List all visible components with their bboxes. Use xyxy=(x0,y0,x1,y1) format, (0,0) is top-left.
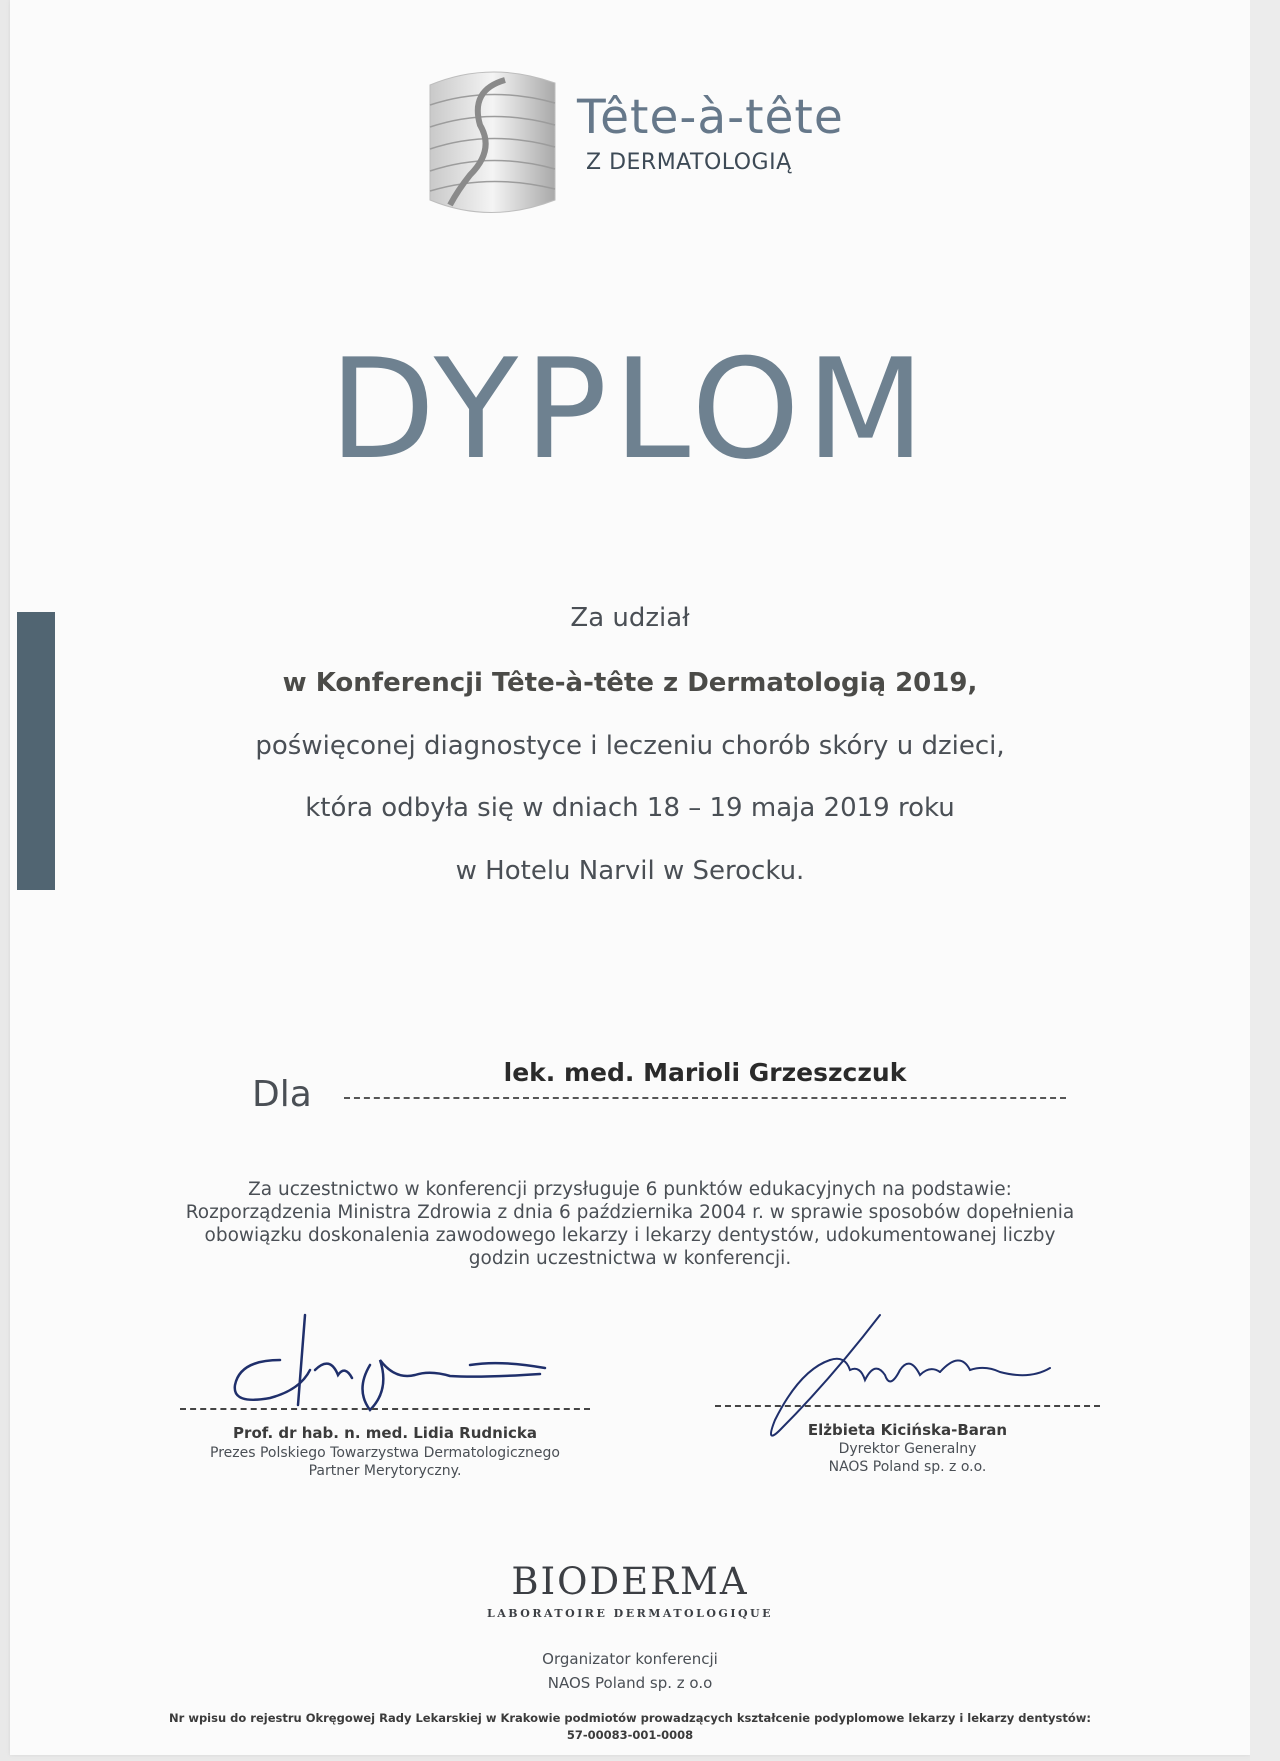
left-signature-line xyxy=(180,1408,590,1410)
body-line-5: w Hotelu Narvil w Serocku. xyxy=(455,856,805,886)
bioderma-subtitle: LABORATOIRE DERMATOLOGIQUE xyxy=(486,1607,774,1620)
conference-logo-icon xyxy=(410,65,570,220)
left-signature-icon xyxy=(220,1310,560,1420)
body-line-1: Za udział xyxy=(570,603,690,633)
diploma-heading: DYPLOM xyxy=(329,329,931,490)
bioderma-logo: BIODERMA xyxy=(511,1560,749,1603)
right-signature-line xyxy=(715,1405,1100,1407)
right-role-line-1: Dyrektor Generalny xyxy=(838,1441,977,1457)
left-role-line-2: Partner Merytoryczny. xyxy=(308,1463,462,1479)
logo-title: Tête-à-tête xyxy=(577,90,844,145)
recipient-label: Dla xyxy=(252,1074,312,1115)
right-signatory-role xyxy=(715,1440,1100,1476)
info-line-2: Rozporządzenia Ministra Zdrowia z dnia 6 października 2004 r. w sprawie sposobów dopełnienia xyxy=(185,1202,1075,1223)
organizer-company: NAOS Poland sp. z o.o xyxy=(547,1674,713,1692)
info-line-1: Za uczestnictwo w konferencji przysługuje 6 punktów edukacyjnych na podstawie: xyxy=(248,1179,1012,1200)
body-line-2: w Konferencji Tête-à-tête z Dermatologią 2019, xyxy=(282,668,978,698)
right-role-line-2: NAOS Poland sp. z o.o. xyxy=(828,1459,987,1475)
scan-edge xyxy=(1250,0,1280,1761)
diploma-page xyxy=(10,0,1250,1755)
registry-number: 57-00083-001-0008 xyxy=(566,1728,694,1742)
logo-subtitle: Z DERMATOLOGIĄ xyxy=(586,150,792,175)
recipient-dotted-line xyxy=(344,1097,1066,1099)
info-line-3: obowiązku doskonalenia zawodowego lekarzy i lekarzy dentystów, udokumentowanej liczby xyxy=(204,1225,1056,1246)
registry-text: Nr wpisu do rejestru Okręgowej Rady Lekarskiej w Krakowie podmiotów prowadzących kształcenie podyplomowe lekarzy i lekarzy dentystów: xyxy=(169,1711,1091,1725)
organizer-label: Organizator konferencji xyxy=(542,1650,718,1668)
body-line-4: która odbyła się w dniach 18 – 19 maja 2019 roku xyxy=(305,793,955,823)
body-line-3: poświęconej diagnostyce i leczeniu chorób skóry u dzieci, xyxy=(255,731,1005,761)
left-signatory-name: Prof. dr hab. n. med. Lidia Rudnicka xyxy=(233,1424,537,1442)
left-signatory-role xyxy=(180,1444,590,1480)
registry-footer xyxy=(10,1710,1250,1744)
left-role-line-1: Prezes Polskiego Towarzystwa Dermatologicznego xyxy=(210,1445,560,1461)
info-line-4: godzin uczestnictwa w konferencji. xyxy=(468,1248,792,1269)
recipient-name: lek. med. Marioli Grzeszczuk xyxy=(503,1058,907,1087)
right-signatory-name: Elżbieta Kicińska-Baran xyxy=(807,1421,1008,1439)
credits-info xyxy=(10,1178,1250,1270)
